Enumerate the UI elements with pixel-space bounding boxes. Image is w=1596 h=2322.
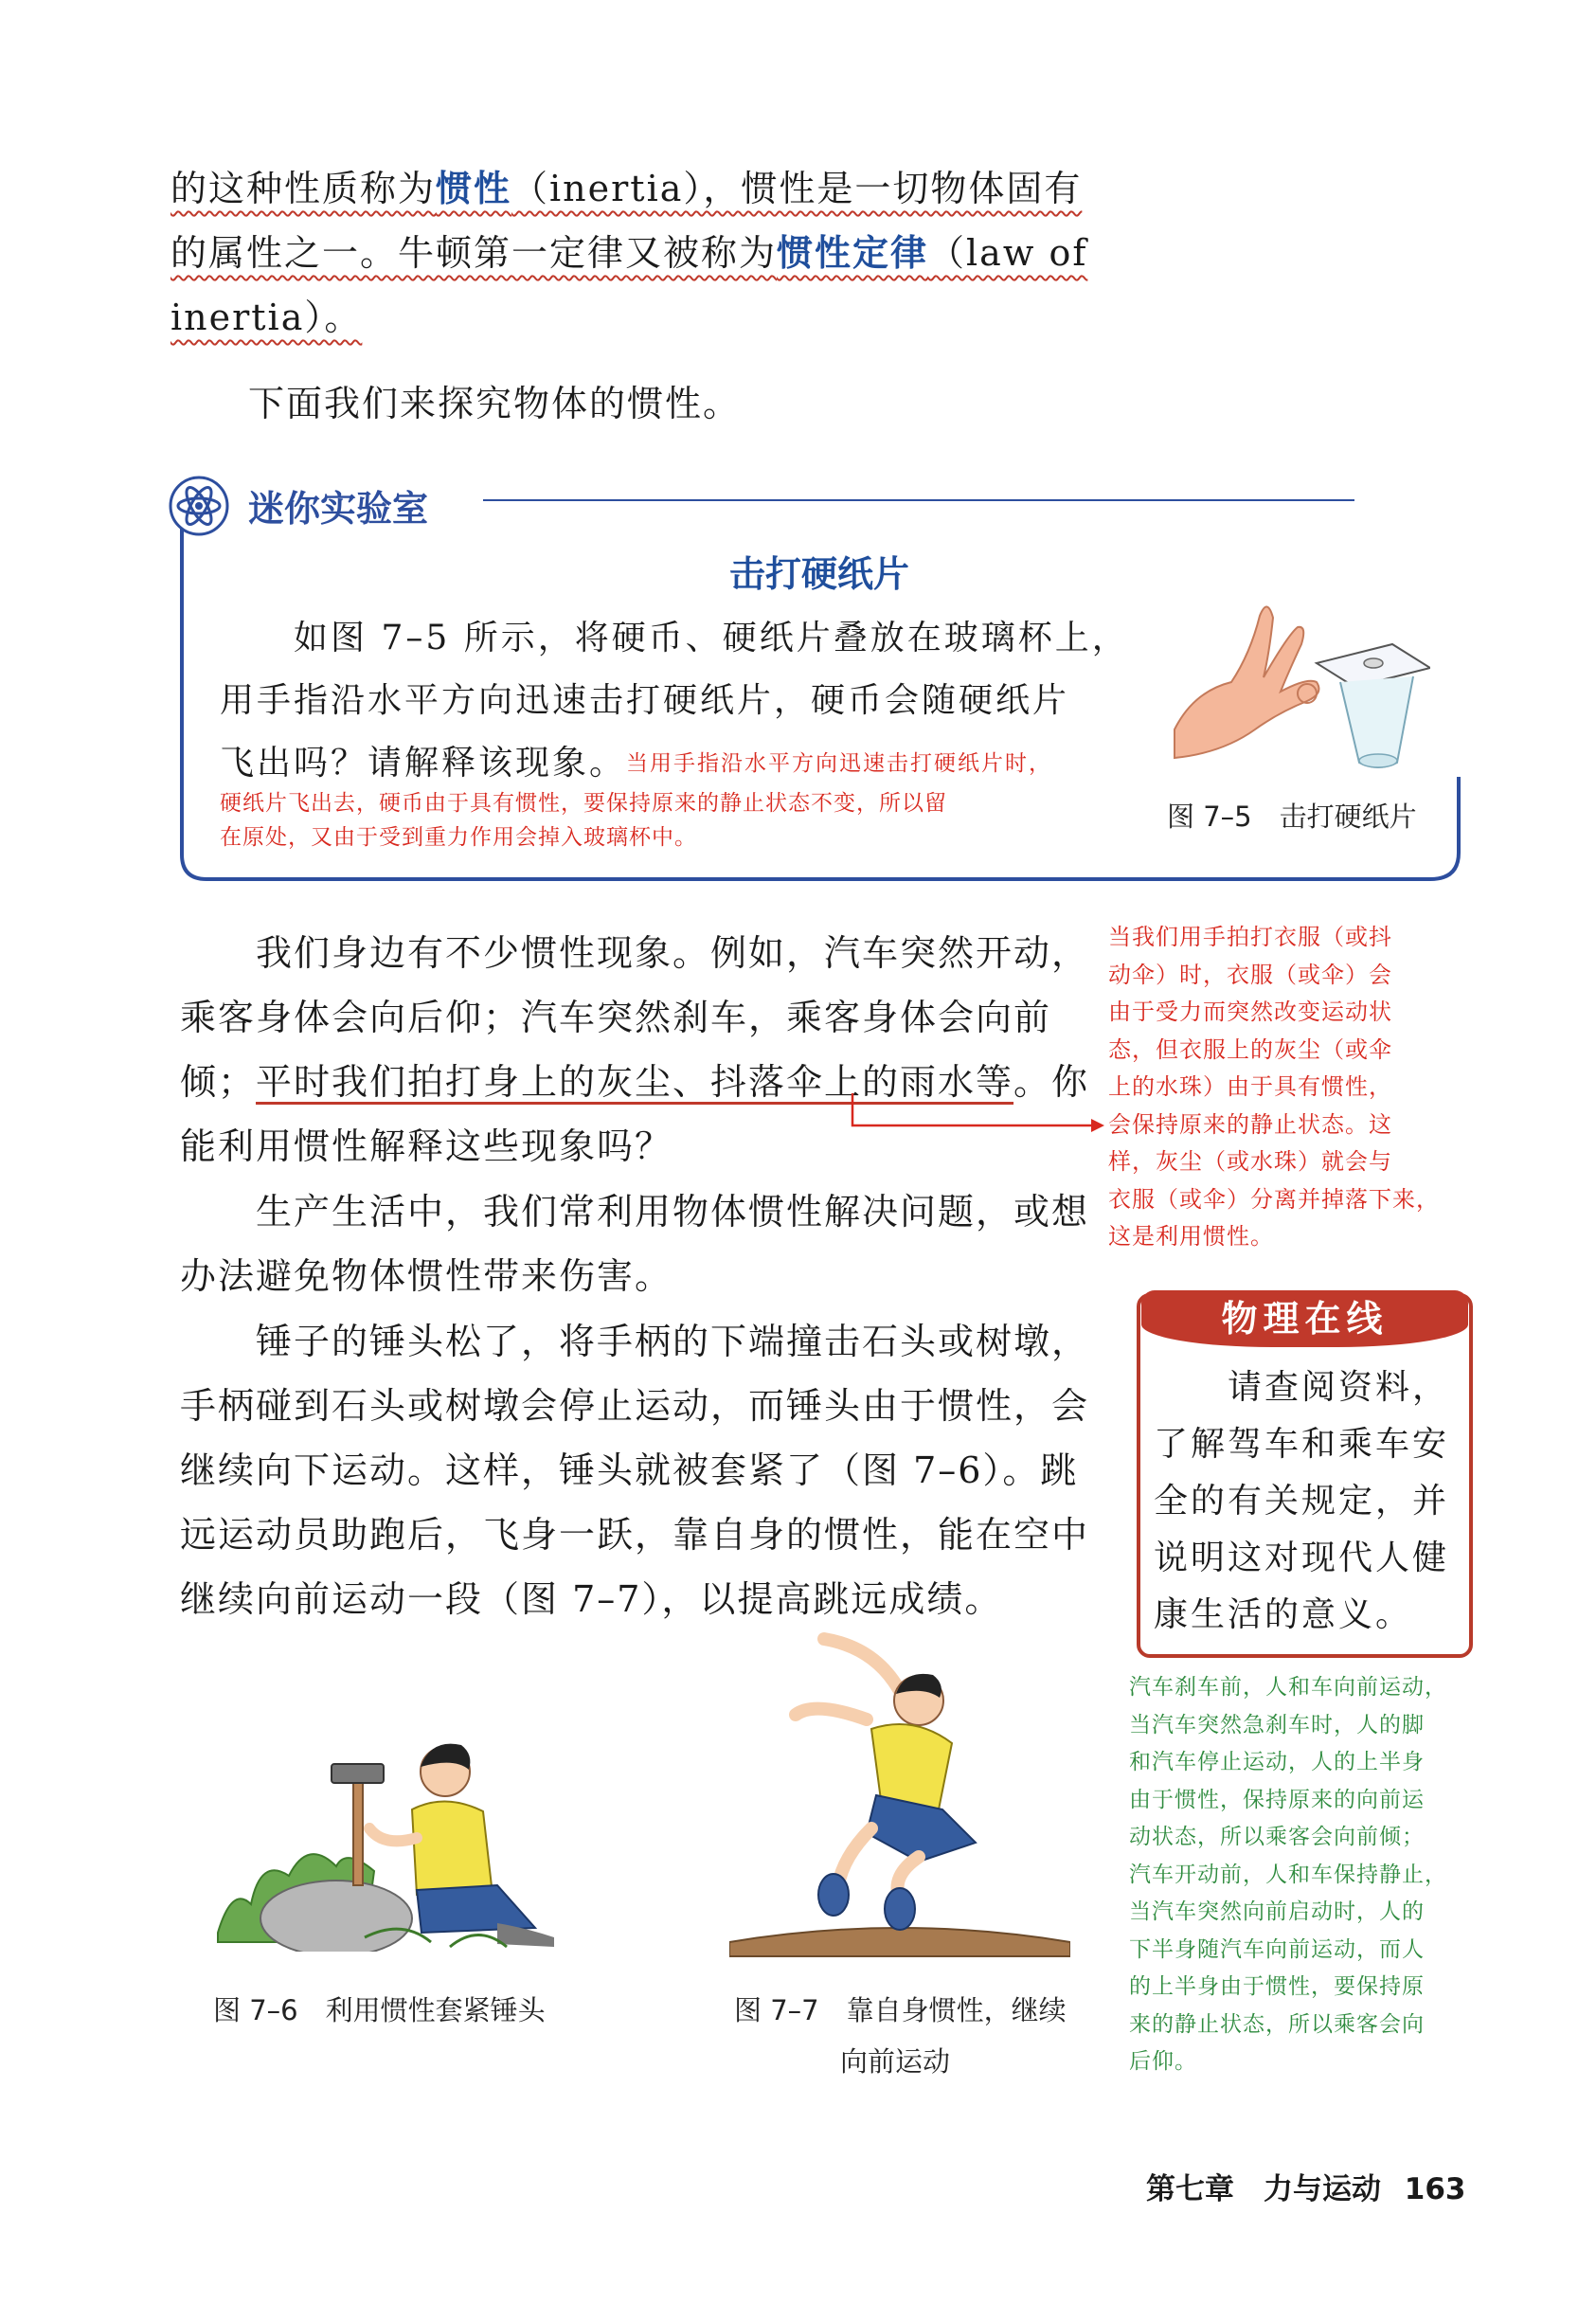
- note-line: 动伞）时，衣服（或伞）会: [1108, 961, 1392, 988]
- annotation-arrow: [843, 1089, 1108, 1137]
- lab-text-line: 用手指沿水平方向迅速击打硬纸片，硬币会随硬纸片: [220, 681, 1070, 720]
- note-line: 汽车刹车前，人和车向前运动，: [1129, 1675, 1447, 1700]
- body-line: 生产生活中，我们常利用物体惯性解决问题，或想: [256, 1191, 1090, 1233]
- note-line: 后仰。: [1129, 2049, 1197, 2074]
- note-line: 这是利用惯性。: [1108, 1223, 1274, 1250]
- note-line: 和汽车停止运动，人的上半身: [1129, 1750, 1425, 1774]
- handwritten-answer: 在原处，又由于受到重力作用会掉入玻璃杯中。: [220, 825, 697, 850]
- figure-7-6-caption: 图 7–6 利用惯性套紧锤头: [213, 1994, 546, 2026]
- body-line: 乘客身体会向后仰；汽车突然刹车，乘客身体会向前: [180, 997, 1052, 1038]
- online-line: 请查阅资料，: [1228, 1368, 1450, 1407]
- intro-text: （law of: [928, 232, 1088, 274]
- body-paragraph-3: [180, 1312, 1108, 1644]
- intro-line-1: [170, 159, 1082, 211]
- note-line: 衣服（或伞）分离并掉落下来，: [1108, 1185, 1440, 1213]
- note-line: 当汽车突然向前启动时，人的: [1129, 1899, 1425, 1924]
- note-line: 上的水珠）由于具有惯性，: [1108, 1073, 1392, 1100]
- body-line: 继续向前运动一段（图 7–7），以提高跳远成绩。: [180, 1578, 1003, 1620]
- note-line: 下半身随汽车向前运动，而人: [1129, 1936, 1425, 1962]
- body-paragraph-2: [180, 1182, 1108, 1315]
- lab-text-line: 如图 7–5 所示，将硬币、硬纸片叠放在玻璃杯上，: [294, 619, 1129, 657]
- body-paragraph-1: [180, 924, 1108, 1189]
- body-line: 手柄碰到石头或树墩会停止运动，而锤头由于惯性，会: [180, 1385, 1090, 1427]
- note-line: 态，但衣服上的灰尘（或伞: [1108, 1035, 1392, 1063]
- physics-online-header: [1141, 1290, 1468, 1347]
- margin-note-green: [1129, 1669, 1447, 2081]
- body-line: 继续向下运动。这样，锤头就被套紧了（图 7–6）。跳: [180, 1449, 1079, 1491]
- figure-7-5-illustration: [1165, 587, 1430, 777]
- lab-header: 迷你实验室: [248, 488, 429, 530]
- page-number: 163: [1404, 2172, 1466, 2206]
- note-line: 样，灰尘（或水珠）就会与: [1108, 1148, 1392, 1175]
- figure-7-5-caption: 图 7–5 击打硬纸片: [1167, 801, 1417, 833]
- keyword-law-of-inertia: 惯性定律: [777, 232, 929, 274]
- online-line: 康生活的意义。: [1154, 1595, 1413, 1634]
- body-line: 我们身边有不少惯性现象。例如，汽车突然开动，: [256, 932, 1090, 974]
- body-line: 能利用惯性解释这些现象吗？: [180, 1125, 673, 1167]
- note-line: 动状态，所以乘客会向前倾；: [1129, 1825, 1425, 1849]
- online-line: 全的有关规定，并: [1154, 1482, 1450, 1521]
- note-line: 由于惯性，保持原来的向前运: [1129, 1787, 1425, 1812]
- intro-text: inertia）。: [170, 297, 363, 338]
- intro-line-2: [170, 224, 1087, 276]
- intro-line-3: [170, 288, 362, 340]
- handwritten-answer: 当用手指沿水平方向迅速击打硬纸片时，: [626, 751, 1053, 776]
- intro-text: 的这种性质称为: [170, 168, 437, 209]
- lab-text-line: [220, 736, 1052, 784]
- note-line: 当汽车突然急刹车时，人的脚: [1129, 1712, 1425, 1737]
- figure-7-6-illustration: [213, 1734, 573, 1952]
- online-line: 说明这对现代人健: [1154, 1539, 1450, 1577]
- body-text: 。你: [1013, 1061, 1090, 1103]
- intro-next: 下面我们来探究物体的惯性。: [248, 383, 742, 424]
- figure-7-7-illustration: [729, 1629, 1070, 1971]
- lab-title: 击打硬纸片: [729, 552, 910, 595]
- note-line: 的上半身由于惯性，要保持原: [1129, 1974, 1425, 1999]
- handwritten-answer-block: [220, 786, 947, 855]
- lab-question: 飞出吗？请解释该现象。: [220, 744, 627, 783]
- underlined-phrase: 平时我们拍打身上的灰尘、抖落伞上的雨水等: [256, 1061, 1014, 1103]
- atom-icon: [169, 476, 229, 536]
- intro-text: 的属性之一。牛顿第一定律又被称为: [170, 232, 778, 274]
- body-line: 远运动员助跑后，飞身一跃，靠自身的惯性，能在空中: [180, 1514, 1090, 1556]
- note-line: 当我们用手拍打衣服（或抖: [1108, 924, 1392, 950]
- note-line: 汽车开动前，人和车保持静止，: [1129, 1862, 1447, 1887]
- note-line: 来的静止状态，所以乘客会向: [1129, 2011, 1425, 2037]
- body-text: 倾；: [180, 1061, 257, 1103]
- intro-text: （inertia），惯性是一切物体固有: [511, 168, 1083, 209]
- physics-online-title: 物理在线: [1221, 1298, 1389, 1340]
- online-line: 了解驾车和乘车安: [1154, 1425, 1450, 1464]
- page-footer: [1146, 2165, 1466, 2207]
- margin-note-red: [1108, 919, 1440, 1256]
- handwritten-answer: 硬纸片飞出去，硬币由于具有惯性，要保持原来的静止状态不变，所以留: [220, 791, 947, 816]
- keyword-inertia: 惯性: [436, 168, 512, 209]
- intro-paragraph: [170, 159, 1118, 377]
- note-line: 由于受力而突然改变运动状: [1108, 999, 1392, 1025]
- body-line: 办法避免物体惯性带来伤害。: [180, 1255, 673, 1297]
- physics-online-text: [1154, 1359, 1449, 1644]
- figure-7-7-caption-line: 向前运动: [840, 2045, 951, 2078]
- note-line: 会保持原来的静止状态。这: [1108, 1110, 1392, 1138]
- figure-7-7-caption: [734, 1985, 1067, 2087]
- chapter-title: 第七章 力与运动: [1146, 2172, 1381, 2206]
- body-line: 锤子的锤头松了，将手柄的下端撞击石头或树墩，: [256, 1321, 1090, 1362]
- figure-7-7-caption-line: 图 7–7 靠自身惯性，继续: [734, 1994, 1067, 2026]
